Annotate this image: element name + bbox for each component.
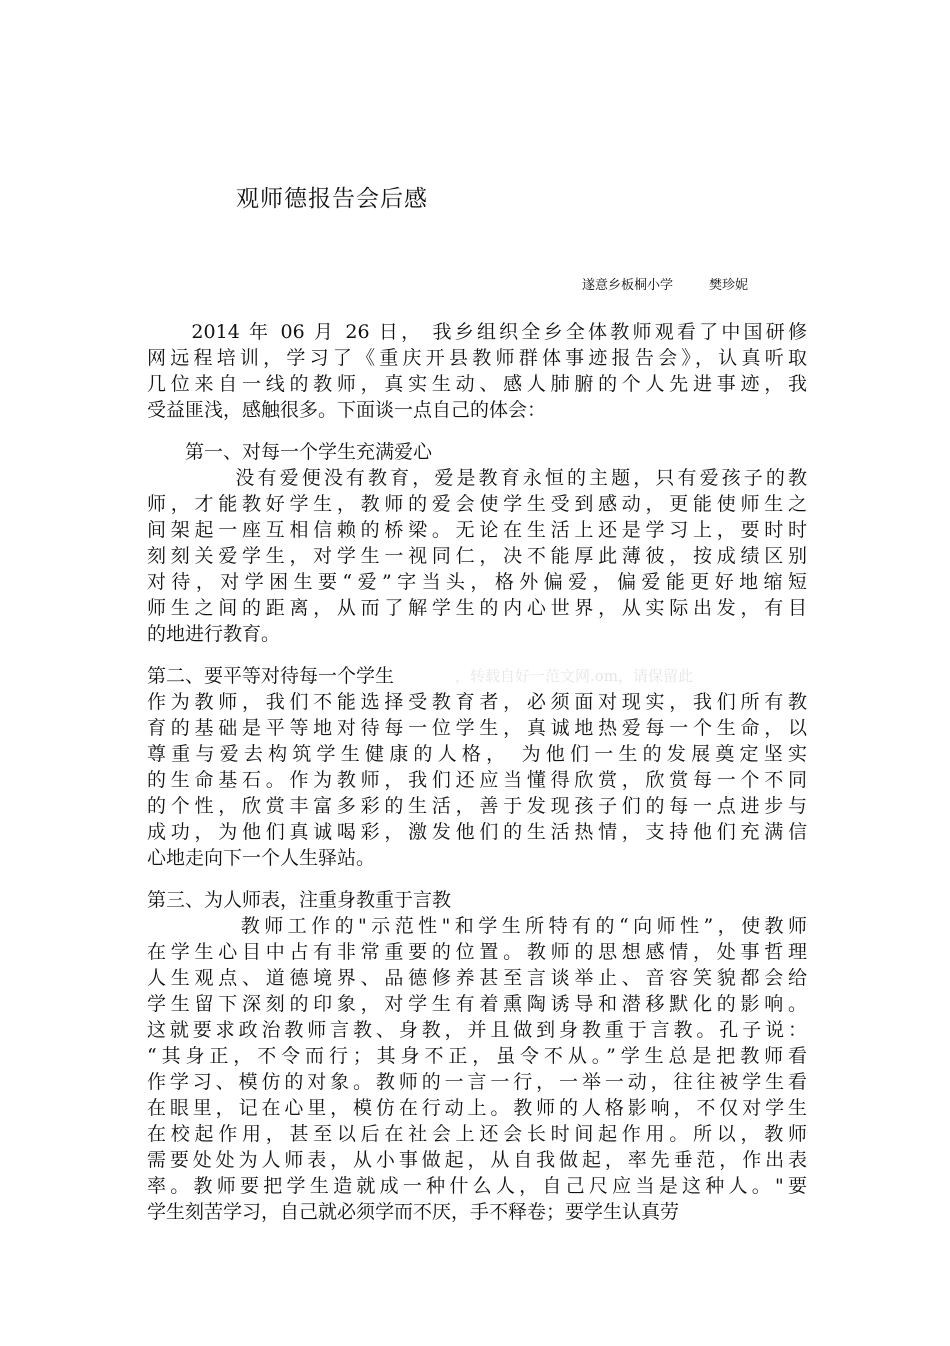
text-line: 网远程培训，学习了《重庆开县教师群体事迹报告会》，认真听取 — [147, 347, 807, 369]
text-line: 尊重与爱去构筑学生健康的人格， 为他们一生的发展奠定坚实 — [147, 743, 807, 765]
text-line: 这就要求政治教师言教、身教，并且做到身教重于言教。孔子说： — [147, 1019, 807, 1041]
text-line: 教师工作的"示范性"和学生所特有的“向师性”，使教师 — [147, 915, 807, 937]
text-line: 刻刻关爱学生，对学生一视同仁，决不能厚此薄彼，按成绩区别 — [147, 545, 807, 567]
text-line: 学生刻苦学习，自己就必须学而不厌，手不释卷；要学生认真劳 — [147, 1201, 680, 1223]
text-line: 的生命基石。作为教师，我们还应当懂得欣赏，欣赏每一个不同 — [147, 769, 807, 791]
text-line: 师生之间的距离，从而了解学生的内心世界，从实际出发，有目 — [147, 597, 807, 619]
text-line: 没有爱便没有教育，爱是教育永恒的主题，只有爱孩子的教 — [147, 467, 807, 489]
text-line: 第三、为人师表，注重身教重于言教 — [147, 889, 452, 911]
author-name: 樊珍妮 — [709, 278, 749, 293]
text-line: 心地走向下一个人生驿站。 — [147, 847, 376, 869]
text-line: 在校起作用，甚至以后在社会上还会长时间起作用。所以，教师 — [147, 1123, 807, 1145]
text-line: 间架起一座互相信赖的桥梁。无论在生活上还是学习上，要时时 — [147, 519, 807, 541]
text-line: 第二、要平等对待每一个学生 — [147, 665, 395, 687]
text-line: 的个性，欣赏丰富多彩的生活，善于发现孩子们的每一点进步与 — [147, 795, 807, 817]
text-line: 人生观点、道德境界、品德修养甚至言谈举止、音容笑貌都会给 — [147, 967, 807, 989]
text-line: 几位来自一线的教师，真实生动、感人肺腑的个人先进事迹，我 — [147, 373, 807, 395]
text-line: 的地进行教育。 — [147, 623, 281, 645]
document-title: 观师德报告会后感 — [236, 186, 428, 212]
text-line: 第一、对每一个学生充满爱心 — [147, 441, 433, 463]
text-line: 师，才能教好学生，教师的爱会使学生受到感动，更能使师生之 — [147, 493, 807, 515]
author-line — [582, 274, 748, 293]
text-line: 在学生心目中占有非常重要的位置。教师的思想感情，处事哲理 — [147, 941, 807, 963]
author-school: 遂意乡板桐小学 — [582, 278, 674, 293]
text-line: 作为教师，我们不能选择受教育者，必须面对现实，我们所有教 — [147, 691, 807, 713]
text-line: 育的基础是平等地对待每一位学生，真诚地热爱每一个生命，以 — [147, 717, 807, 739]
watermark: ，转载自好一范文网.om，请保留此 — [455, 667, 694, 685]
text-line: 对待，对学困生要“爱”字当头，格外偏爱，偏爱能更好地缩短 — [147, 571, 807, 593]
text-line: 在眼里，记在心里，模仿在行动上。教师的人格影响，不仅对学生 — [147, 1097, 807, 1119]
text-line: 成功，为他们真诚喝彩，激发他们的生活热情，支持他们充满信 — [147, 821, 807, 843]
text-line: 受益匪浅，感触很多。下面谈一点自己的体会： — [147, 399, 547, 421]
text-line: 率。教师要把学生造就成一种什么人，自己尺应当是这种人。"要 — [147, 1175, 807, 1197]
text-line: 需要处处为人师表，从小事做起，从自我做起，率先垂范，作出表 — [147, 1149, 807, 1171]
text-line: 2014 年 06 月 26 日， 我乡组织全乡全体教师观看了中国研修 — [147, 321, 807, 343]
text-line: “其身正，不令而行；其身不正，虽令不从。”学生总是把教师看 — [147, 1045, 807, 1067]
text-line: 学生留下深刻的印象，对学生有着熏陶诱导和潜移默化的影响。 — [147, 993, 807, 1015]
text-line: 作学习、模仿的对象。教师的一言一行，一举一动，往往被学生看 — [147, 1071, 807, 1093]
